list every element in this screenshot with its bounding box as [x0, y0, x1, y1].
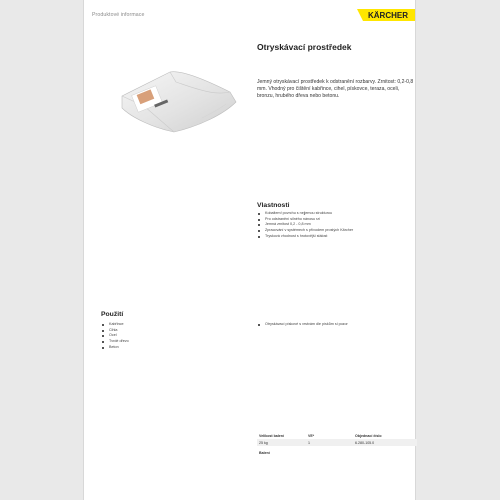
list-item: Otryskávací pískové s vrstvám dle pískům si pozor — [257, 322, 348, 328]
table-cell: 25 kg — [259, 441, 268, 445]
list-item: Pro odstranění silného nánosu rzi — [257, 217, 353, 223]
list-item: Beton — [101, 345, 129, 351]
header-label: Produktové informace — [92, 12, 145, 18]
document-page — [83, 0, 416, 500]
properties-heading: Vlastnosti — [257, 202, 290, 209]
usage-list — [101, 322, 129, 351]
table-footer-row — [257, 449, 417, 456]
table-header-cell: Velikost balení — [259, 434, 284, 438]
list-item: Ocel — [101, 333, 129, 339]
table-row — [257, 439, 417, 446]
product-title: Otryskávací prostředek — [257, 42, 352, 52]
list-item: Kobaltem! povrchu s nejjemou strukturou — [257, 211, 353, 217]
list-item: Trysková vhodnost s hrotovější stálost — [257, 234, 353, 240]
usage-note-list — [257, 322, 348, 328]
table-header-row — [257, 432, 417, 439]
table-footer-label: Balení — [259, 451, 270, 455]
list-item: Cihla — [101, 328, 129, 334]
table-header-cell: Objednací číslo — [355, 434, 382, 438]
table-cell: 1 — [308, 441, 310, 445]
karcher-logo — [357, 8, 415, 20]
order-table — [257, 432, 417, 456]
header-bar — [84, 0, 415, 30]
properties-list — [257, 211, 353, 240]
list-item: Jemná zrnitost 0,2 - 0,8 mm — [257, 222, 353, 228]
list-item: Zpracování v systémech s přívodem prostých Kärcher — [257, 228, 353, 234]
table-header-cell: VE* — [308, 434, 315, 438]
usage-heading: Použití — [101, 311, 124, 318]
list-item: Kabřince — [101, 322, 129, 328]
product-description: Jemný otryskávací prostředek k odstranění rozbarvy. Zrnitost: 0,2-0,8 mm. Vhodný pro čištění kabřince, cihel, pískovce, teraza, oceli, bronzu, hrubého dřeva nebo betonu. — [257, 79, 414, 100]
table-cell: 6.280-105.0 — [355, 441, 375, 445]
svg-text:KÄRCHER: KÄRCHER — [368, 11, 408, 20]
product-bag-image — [114, 62, 239, 134]
list-item: Tvrdé dřevo — [101, 339, 129, 345]
